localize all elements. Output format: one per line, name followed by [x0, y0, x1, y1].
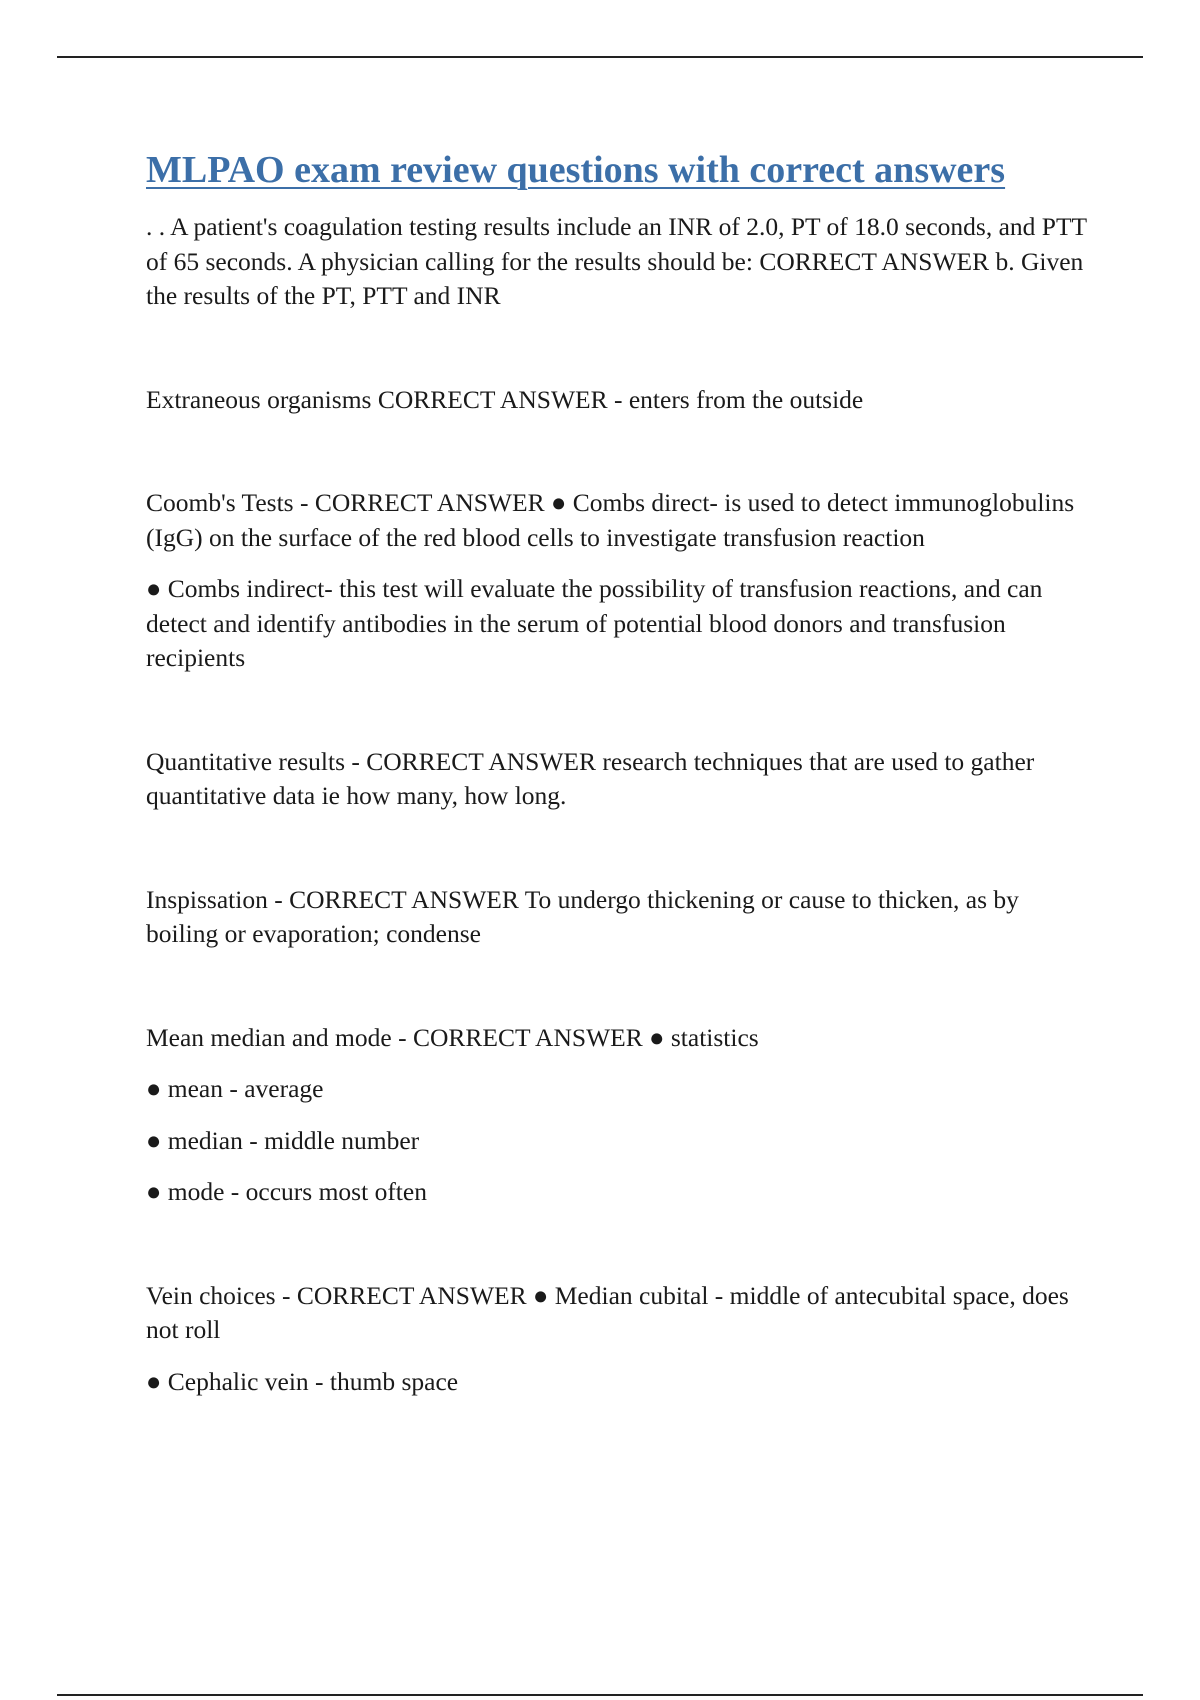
qa-quantitative-results: Quantitative results - CORRECT ANSWER research techniques that are used to gather quantitative data ie how many, how long.: [146, 746, 1035, 810]
qa-coombs-tests: Coomb's Tests - CORRECT ANSWER ● Combs direct- is used to detect immunoglobulins (IgG) on the surface of the red blood cells to investigate transfusion reaction: [146, 488, 1075, 552]
qa-coagulation-question: . . A patient's coagulation testing results include an INR of 2.0, PT of 18.0 seconds, and PTT of 65 seconds. A physician calling for the results should be: CORRECT ANSWER b. Given the results of the PT, PTT and INR: [146, 212, 1087, 310]
qa-vein-choices: Vein choices - CORRECT ANSWER ● Median cubital - middle of antecubital space, does not roll: [146, 1280, 1069, 1344]
qa-median-bullet: ● median - middle number: [146, 1125, 420, 1155]
qa-cephalic-vein-bullet: ● Cephalic vein - thumb space: [146, 1366, 459, 1396]
document-body: [146, 140, 1096, 1399]
header-rule: [57, 56, 1143, 58]
qa-mean-median-mode: Mean median and mode - CORRECT ANSWER ● statistics: [146, 1022, 759, 1052]
footer-rule: [57, 1694, 1143, 1696]
qa-extraneous-organisms: Extraneous organisms CORRECT ANSWER - enters from the outside: [146, 384, 864, 414]
qa-mean-bullet: ● mean - average: [146, 1074, 324, 1103]
qa-mode-bullet: ● mode - occurs most often: [146, 1177, 427, 1206]
document-title: MLPAO exam review questions with correct answers: [146, 149, 1006, 191]
qa-coombs-indirect-bullet: ● Combs indirect- this test will evaluate the possibility of transfusion reactions, and can detect and identify antibodies in the serum of potential blood donors and transfusion recipients: [146, 574, 1043, 672]
qa-inspissation: Inspissation - CORRECT ANSWER To undergo thickening or cause to thicken, as by boiling or evaporation; condense: [146, 884, 1019, 948]
